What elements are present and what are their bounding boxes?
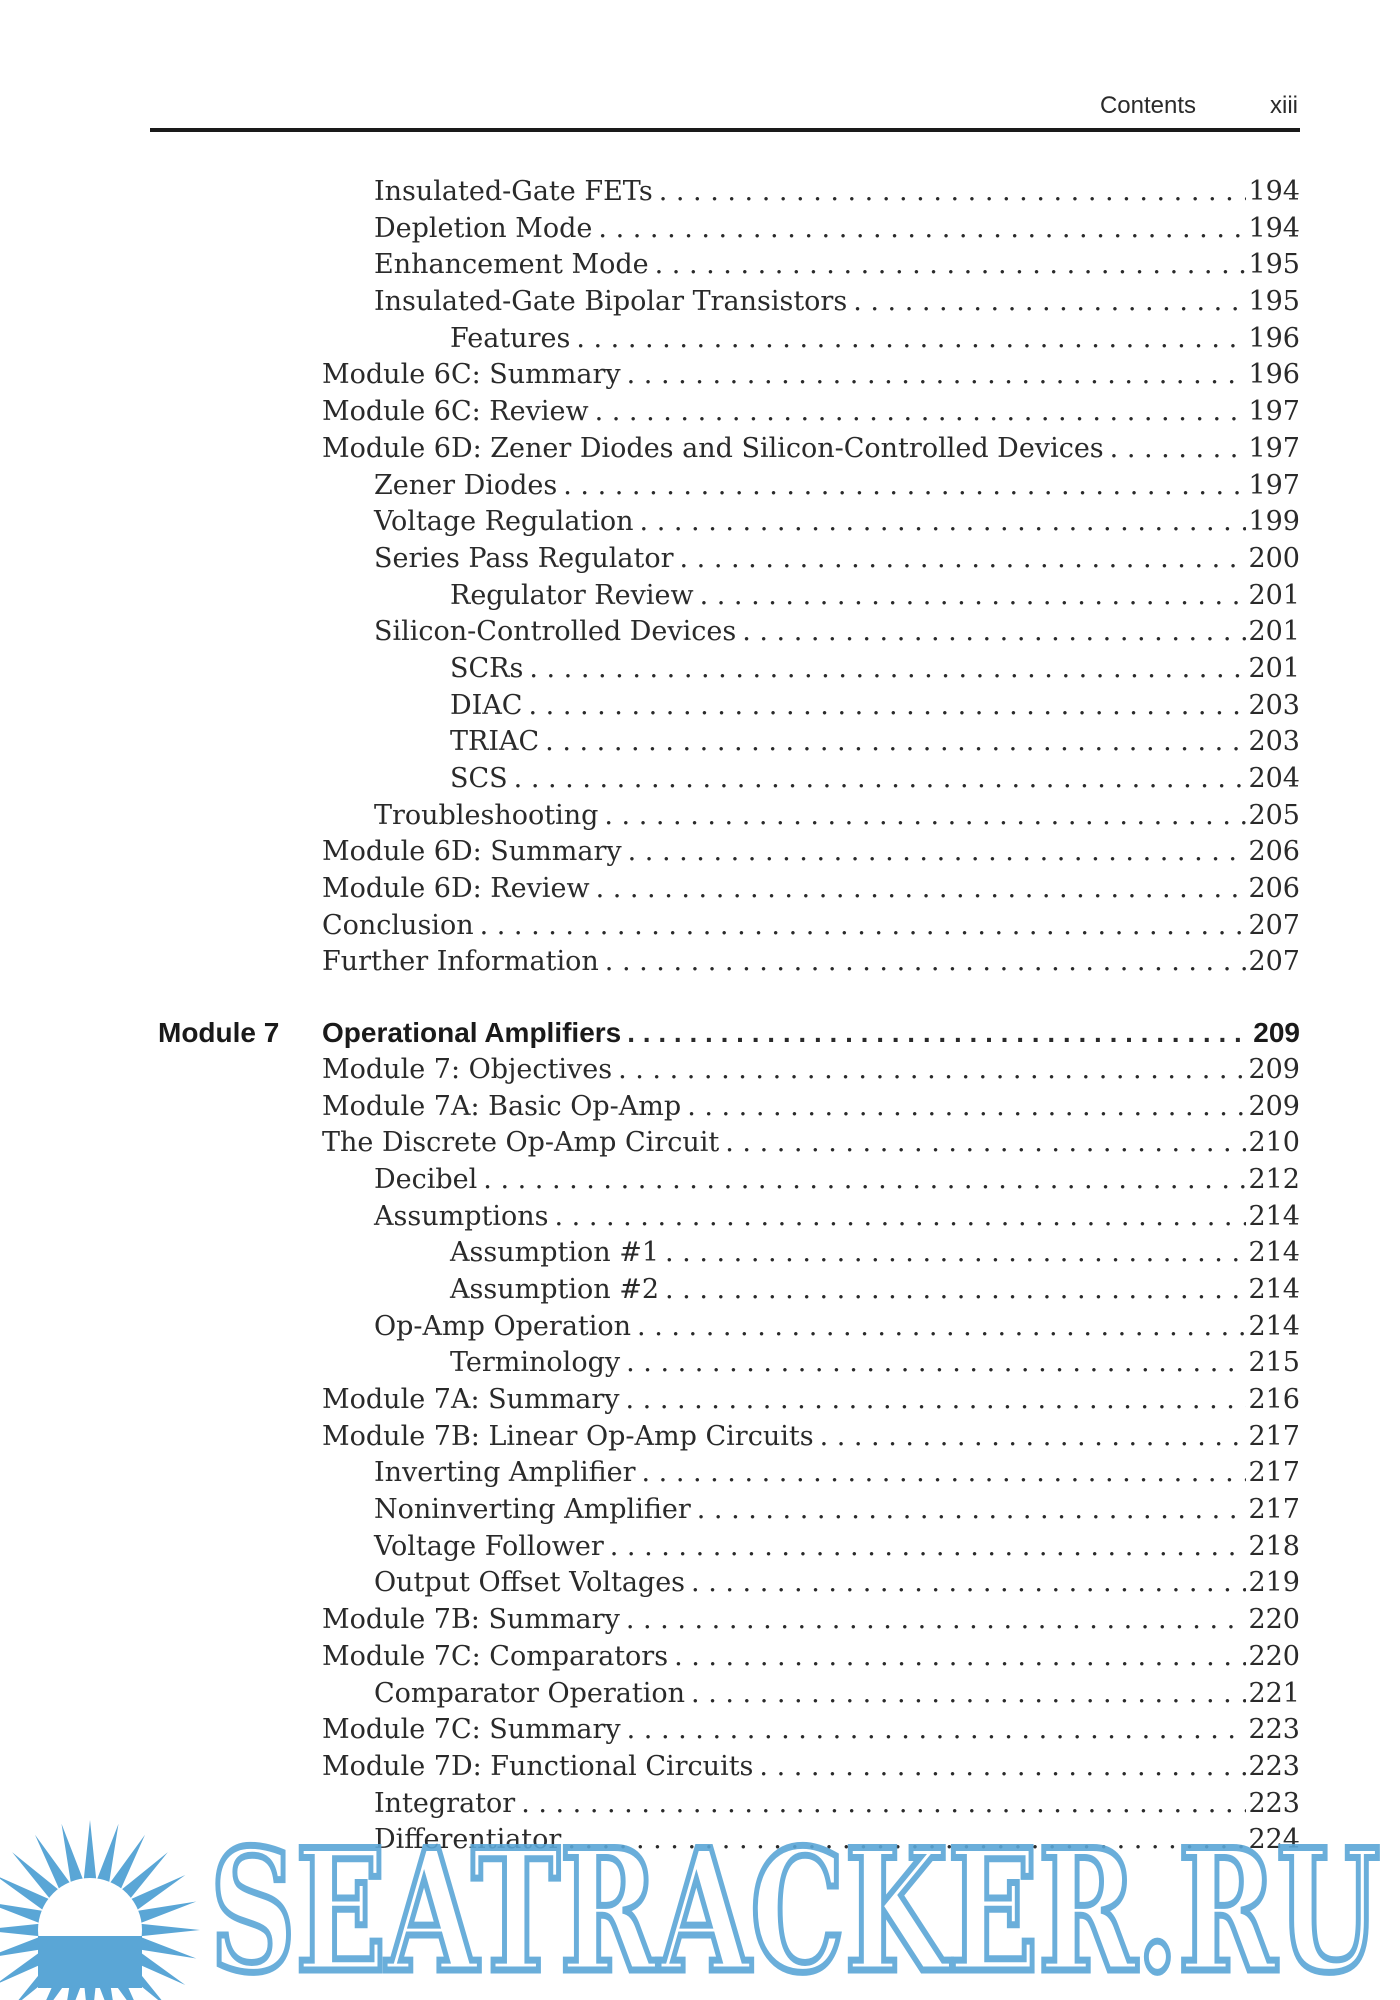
toc-entry[interactable] (0, 614, 1400, 651)
toc-entry-page: 223 (1248, 1750, 1300, 1782)
chapter-heading[interactable] (0, 1015, 1400, 1052)
toc-entry-page: 223 (1248, 1714, 1300, 1746)
chapter-label: Module 7 (158, 1017, 280, 1049)
toc-entry[interactable] (0, 321, 1400, 358)
toc-entry-page: 223 (1248, 1787, 1300, 1819)
toc-entry-title: Module 7A: Basic Op-Amp (322, 1090, 682, 1122)
running-header-title: Contents (1099, 92, 1196, 119)
toc-entry[interactable] (0, 1492, 1400, 1529)
toc-entry-title: Zener Diodes (374, 469, 558, 501)
toc-entry-page: 201 (1248, 616, 1300, 648)
toc-entry[interactable] (0, 1162, 1400, 1199)
toc-entry-page: 203 (1248, 726, 1300, 758)
toc-entry-title: Enhancement Mode (374, 249, 649, 281)
toc-entry[interactable] (0, 1089, 1400, 1126)
dot-leader (576, 321, 1246, 358)
dot-leader (627, 357, 1247, 394)
dot-leader (1110, 431, 1247, 468)
dot-leader (680, 541, 1247, 578)
toc-entry-page: 214 (1248, 1200, 1300, 1232)
toc-entry-title: Module 7D: Functional Circuits (322, 1750, 754, 1782)
toc-entry-title: Voltage Regulation (374, 506, 634, 538)
toc-entry-title: SCRs (450, 652, 524, 684)
toc-entry-page: 212 (1248, 1163, 1300, 1195)
toc-entry-page: 200 (1248, 542, 1300, 574)
toc-entry-page: 199 (1248, 506, 1300, 538)
watermark (0, 1780, 1400, 2000)
toc-entry-title: Regulator Review (450, 579, 694, 611)
dot-leader (655, 247, 1247, 284)
toc-entry-title: Terminology (450, 1347, 621, 1379)
dot-leader (529, 651, 1246, 688)
dot-leader (627, 1015, 1251, 1052)
header-rule (150, 128, 1300, 132)
toc-entry-title: Module 7B: Summary (322, 1604, 620, 1636)
toc-entry[interactable] (0, 504, 1400, 541)
toc-entry-title: Module 6D: Summary (322, 836, 622, 868)
dot-leader (605, 944, 1247, 981)
toc-entry[interactable] (0, 1419, 1400, 1456)
toc-entry[interactable] (0, 871, 1400, 908)
toc-entry-title: Voltage Follower (374, 1530, 604, 1562)
dot-leader (640, 504, 1247, 541)
dot-leader (665, 1272, 1246, 1309)
toc-entry[interactable] (0, 908, 1400, 945)
toc-entry[interactable] (0, 1309, 1400, 1346)
dot-leader (637, 1309, 1246, 1346)
dot-leader (820, 1419, 1247, 1456)
toc-entry[interactable] (0, 1676, 1400, 1713)
dot-leader (665, 1235, 1246, 1272)
toc-entry[interactable] (0, 468, 1400, 505)
page-number: xiii (1270, 92, 1298, 119)
toc-entry[interactable] (0, 431, 1400, 468)
dot-leader (853, 284, 1246, 321)
toc-entry-page: 217 (1248, 1494, 1300, 1526)
toc-entry[interactable] (0, 1052, 1400, 1089)
toc-entry-page: 207 (1248, 946, 1300, 978)
toc-entry-title: Op-Amp Operation (374, 1310, 632, 1342)
dot-leader (626, 1602, 1247, 1639)
toc-entry-title: Assumption #2 (450, 1273, 659, 1305)
toc-entry-page: 206 (1248, 836, 1300, 868)
toc-entry-page: 195 (1248, 249, 1300, 281)
toc-entry-page: 217 (1248, 1457, 1300, 1489)
toc-entry-title: Differentiator (374, 1824, 562, 1856)
toc-entry-page: 196 (1248, 359, 1300, 391)
toc-entry-title: Module 7C: Summary (322, 1714, 621, 1746)
toc-entry[interactable] (0, 1639, 1400, 1676)
toc-entry[interactable] (0, 211, 1400, 248)
running-header (150, 88, 1300, 128)
toc-entry-title: Module 6D: Zener Diodes and Silicon-Controlled Devices (322, 432, 1104, 464)
toc-entry-title: Module 7: Objectives (322, 1053, 613, 1085)
dot-leader (604, 798, 1246, 835)
toc-entry-title: Conclusion (322, 909, 474, 941)
toc-entry[interactable] (0, 174, 1400, 211)
toc-entry-title: Noninverting Amplifier (374, 1494, 691, 1526)
dot-leader (742, 614, 1246, 651)
dot-leader (628, 834, 1247, 871)
toc-entry-page: 219 (1248, 1567, 1300, 1599)
dot-leader (596, 871, 1247, 908)
toc-entry-page: 207 (1248, 909, 1300, 941)
toc-entry-page: 209 (1248, 1090, 1300, 1122)
toc-entry-title: Output Offset Voltages (374, 1567, 686, 1599)
dot-leader (641, 1455, 1246, 1492)
toc-entry[interactable] (0, 1529, 1400, 1566)
dot-leader (618, 1052, 1246, 1089)
toc-entry-page: 197 (1248, 396, 1300, 428)
dot-leader (700, 578, 1247, 615)
toc-entry-page: 209 (1248, 1053, 1300, 1085)
sunburst-icon (0, 1820, 200, 2000)
toc-entry[interactable] (0, 1199, 1400, 1236)
toc-entry-page: 206 (1248, 873, 1300, 905)
toc-entry-page: 224 (1248, 1824, 1300, 1856)
toc-entry-title: Inverting Amplifier (374, 1457, 636, 1489)
toc-entry-title: Module 7B: Linear Op-Amp Circuits (322, 1420, 814, 1452)
toc-entry-page: 194 (1248, 212, 1300, 244)
dot-leader (595, 394, 1247, 431)
toc-entry-title: Insulated-Gate FETs (374, 176, 653, 207)
dot-leader (598, 211, 1246, 248)
toc-entry-title: Depletion Mode (374, 212, 593, 244)
toc-entry-page: 221 (1248, 1677, 1300, 1709)
toc-entry-page: 197 (1248, 432, 1300, 464)
dot-leader (528, 688, 1246, 725)
toc-entry-page: 214 (1248, 1237, 1300, 1269)
toc-entry-title: TRIAC (450, 726, 540, 758)
toc-entry[interactable] (0, 761, 1400, 798)
dot-leader (545, 724, 1246, 761)
toc-entry-page: 220 (1248, 1604, 1300, 1636)
dot-leader (627, 1712, 1247, 1749)
toc-entry[interactable] (0, 394, 1400, 431)
toc-entry[interactable] (0, 1345, 1400, 1382)
chapter-title: Operational Amplifiers (322, 1017, 622, 1049)
toc-entry-title: Silicon-Controlled Devices (374, 616, 737, 648)
dot-leader (563, 468, 1246, 505)
toc-entry[interactable] (0, 541, 1400, 578)
dot-leader (674, 1639, 1246, 1676)
toc-entry-page: 214 (1248, 1310, 1300, 1342)
toc-entry-title: SCS (450, 763, 508, 794)
dot-leader (691, 1565, 1246, 1602)
chapter-page: 209 (1253, 1017, 1300, 1049)
toc-entry-title: Further Information (322, 946, 599, 978)
dot-leader (697, 1492, 1247, 1529)
toc-entry-page: 217 (1248, 1420, 1300, 1452)
toc-entry-page: 203 (1248, 689, 1300, 721)
toc-entry[interactable] (0, 834, 1400, 871)
toc-entry-title: Features (450, 322, 571, 354)
toc-entry-title: The Discrete Op-Amp Circuit (322, 1127, 720, 1159)
toc-entry[interactable] (0, 247, 1400, 284)
toc-entry-page: 197 (1248, 469, 1300, 501)
toc-entry-page: 214 (1248, 1273, 1300, 1305)
dot-leader (625, 1382, 1246, 1419)
dot-leader (554, 1199, 1246, 1236)
toc-entry-page: 196 (1248, 322, 1300, 354)
dot-leader (659, 174, 1247, 211)
toc-entry[interactable] (0, 724, 1400, 761)
dot-leader (691, 1676, 1246, 1713)
toc-entry-page: 218 (1248, 1530, 1300, 1562)
toc-entry-page: 195 (1248, 286, 1300, 318)
toc-entry-title: Comparator Operation (374, 1677, 686, 1709)
toc-entry-title: Module 7C: Comparators (322, 1640, 669, 1672)
toc-entry-page: 201 (1248, 652, 1300, 684)
toc-entry[interactable] (0, 944, 1400, 981)
toc-entry[interactable] (0, 798, 1400, 835)
toc-entry-page: 194 (1248, 176, 1300, 207)
toc-entry[interactable] (0, 651, 1400, 688)
toc-entry[interactable] (0, 357, 1400, 394)
toc-entry[interactable] (0, 688, 1400, 725)
toc-entry[interactable] (0, 1382, 1400, 1419)
dot-leader (687, 1089, 1246, 1126)
toc-entry-page: 210 (1248, 1127, 1300, 1159)
dot-leader (626, 1345, 1246, 1382)
table-of-contents (0, 174, 1400, 1859)
toc-entry[interactable] (0, 1125, 1400, 1162)
toc-entry-title: Module 6C: Review (322, 396, 589, 428)
toc-entry[interactable] (0, 284, 1400, 321)
dot-leader (610, 1529, 1247, 1566)
toc-entry[interactable] (0, 1455, 1400, 1492)
toc-entry-page: 201 (1248, 579, 1300, 611)
toc-entry-page: 215 (1248, 1347, 1300, 1379)
toc-entry-title: Series Pass Regulator (374, 542, 674, 574)
toc-entry-page: 216 (1248, 1384, 1300, 1415)
toc-entry-title: Decibel (374, 1163, 478, 1195)
toc-entry[interactable] (0, 1565, 1400, 1602)
toc-entry-title: Module 6C: Summary (322, 359, 621, 391)
toc-entry-page: 220 (1248, 1640, 1300, 1672)
toc-entry[interactable] (0, 1712, 1400, 1749)
toc-entry-title: Module 6D: Review (322, 873, 590, 905)
toc-entry-title: Troubleshooting (374, 799, 599, 831)
sunburst-horizon (38, 1936, 142, 1988)
toc-entry[interactable] (0, 1235, 1400, 1272)
dot-leader (483, 1162, 1246, 1199)
dot-leader (480, 908, 1247, 945)
toc-entry-page: 204 (1248, 763, 1300, 794)
toc-entry-title: Module 7A: Summary (322, 1384, 620, 1415)
toc-entry[interactable] (0, 578, 1400, 615)
toc-entry-page: 205 (1248, 799, 1300, 831)
toc-entry-title: Integrator (374, 1787, 516, 1819)
toc-entry-title: DIAC (450, 689, 523, 721)
toc-entry-title: Insulated-Gate Bipolar Transistors (374, 286, 848, 318)
toc-entry-title: Assumption #1 (450, 1237, 659, 1269)
watermark-text: SEATRACKER.RU (210, 1812, 1380, 2000)
toc-entry[interactable] (0, 1272, 1400, 1309)
toc-entry[interactable] (0, 1602, 1400, 1639)
dot-leader (514, 761, 1247, 798)
toc-entry-title: Assumptions (374, 1200, 549, 1232)
dot-leader (725, 1125, 1246, 1162)
